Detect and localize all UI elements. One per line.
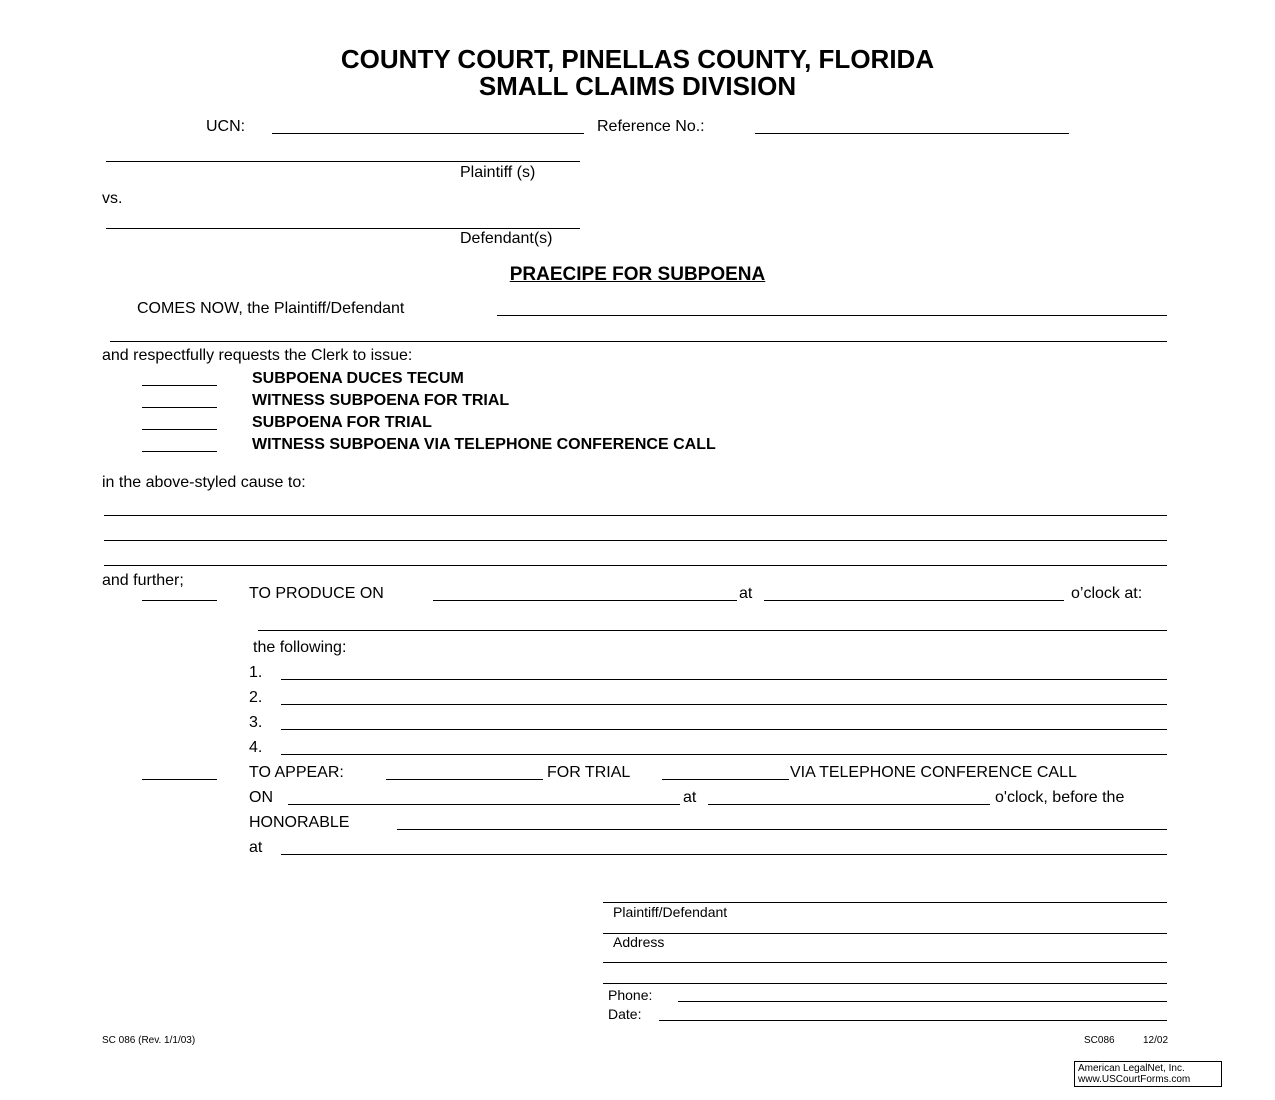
reference-field[interactable] [755,133,1069,134]
court-title: COUNTY COURT, PINELLAS COUNTY, FLORIDA [340,44,935,74]
honorable-field[interactable] [397,829,1167,830]
cause-line-3[interactable] [104,565,1167,566]
item-field-1[interactable] [281,679,1167,680]
publisher-name: American LegalNet, Inc. [1078,1063,1185,1074]
document-title: PRAECIPE FOR SUBPOENA [509,264,766,285]
defendant-label: Defendant(s) [460,230,553,247]
the-following-text: the following: [253,639,347,656]
comes-now-text: COMES NOW, the Plaintiff/Defendant [137,300,405,317]
produce-oclock-text: o’clock at: [1071,585,1143,602]
option-subpoena-duces-tecum: SUBPOENA DUCES TECUM [252,370,464,387]
oclock-before-text: o'clock, before the [995,789,1125,806]
option-witness-subpoena-trial: WITNESS SUBPOENA FOR TRIAL [252,392,510,409]
appear-blank-field[interactable] [386,779,543,780]
appear-at-text: at [683,789,697,806]
item-field-3[interactable] [281,729,1167,730]
address-line-3[interactable] [603,983,1167,984]
option-check-2[interactable] [142,407,217,408]
reference-label: Reference No.: [597,118,705,135]
publisher-website[interactable]: www.USCourtForms.com [1078,1074,1191,1085]
address-label: Address [613,934,665,950]
to-appear-text: TO APPEAR: [249,764,344,781]
option-check-4[interactable] [142,451,217,452]
plaintiff-label: Plaintiff (s) [460,164,536,181]
requests-text: and respectfully requests the Clerk to issue: [102,347,413,364]
signature-label: Plaintiff/Defendant [613,904,728,920]
for-trial-text: FOR TRIAL [547,764,631,781]
form-date: 12/02 [1143,1035,1169,1046]
option-check-3[interactable] [142,429,217,430]
item-field-2[interactable] [281,704,1167,705]
to-produce-on-text: TO PRODUCE ON [249,585,384,602]
form-id: SC 086 (Rev. 1/1/03) [102,1035,196,1046]
appear-date-field[interactable] [288,804,680,805]
address-field[interactable] [603,933,1167,934]
item-field-4[interactable] [281,754,1167,755]
defendant-field[interactable] [106,228,580,229]
produce-at-text: at [739,585,753,602]
plaintiff-field[interactable] [106,161,580,162]
item-number-2: 2. [249,689,263,706]
vs-label: vs. [102,190,123,207]
ucn-label: UCN: [206,118,246,135]
option-subpoena-trial: SUBPOENA FOR TRIAL [252,414,432,431]
cause-line-1[interactable] [104,515,1167,516]
honorable-text: HONORABLE [249,814,350,831]
party-name-field[interactable] [497,315,1167,316]
date-field[interactable] [659,1020,1167,1021]
cause-line-2[interactable] [104,540,1167,541]
item-number-1: 1. [249,664,263,681]
cause-to-text: in the above-styled cause to: [102,474,306,491]
via-telephone-text: VIA TELEPHONE CONFERENCE CALL [790,764,1077,781]
and-further-text: and further; [102,572,184,589]
option-check-1[interactable] [142,385,217,386]
form-code: SC086 [1084,1035,1115,1046]
option-witness-subpoena-telephone: WITNESS SUBPOENA VIA TELEPHONE CONFERENCE CALL [252,436,716,453]
publisher-badge [1074,1061,1222,1087]
phone-field[interactable] [678,1001,1167,1002]
at-location-text: at [249,839,263,856]
trial-blank-field[interactable] [662,779,789,780]
address-line-2[interactable] [603,962,1167,963]
ucn-field[interactable] [272,133,584,134]
item-number-4: 4. [249,739,263,756]
signature-field[interactable] [603,902,1167,903]
phone-label: Phone: [608,987,653,1003]
on-text: ON [249,789,273,806]
party-name-field-2[interactable] [110,341,1167,342]
date-label: Date: [608,1006,642,1022]
produce-location-field[interactable] [258,630,1167,631]
division-title: SMALL CLAIMS DIVISION [478,71,797,101]
item-number-3: 3. [249,714,263,731]
produce-check[interactable] [142,600,217,601]
produce-time-field[interactable] [764,600,1064,601]
produce-date-field[interactable] [433,600,737,601]
appear-time-field[interactable] [708,804,990,805]
appear-check[interactable] [142,779,217,780]
appear-location-field[interactable] [281,854,1167,855]
